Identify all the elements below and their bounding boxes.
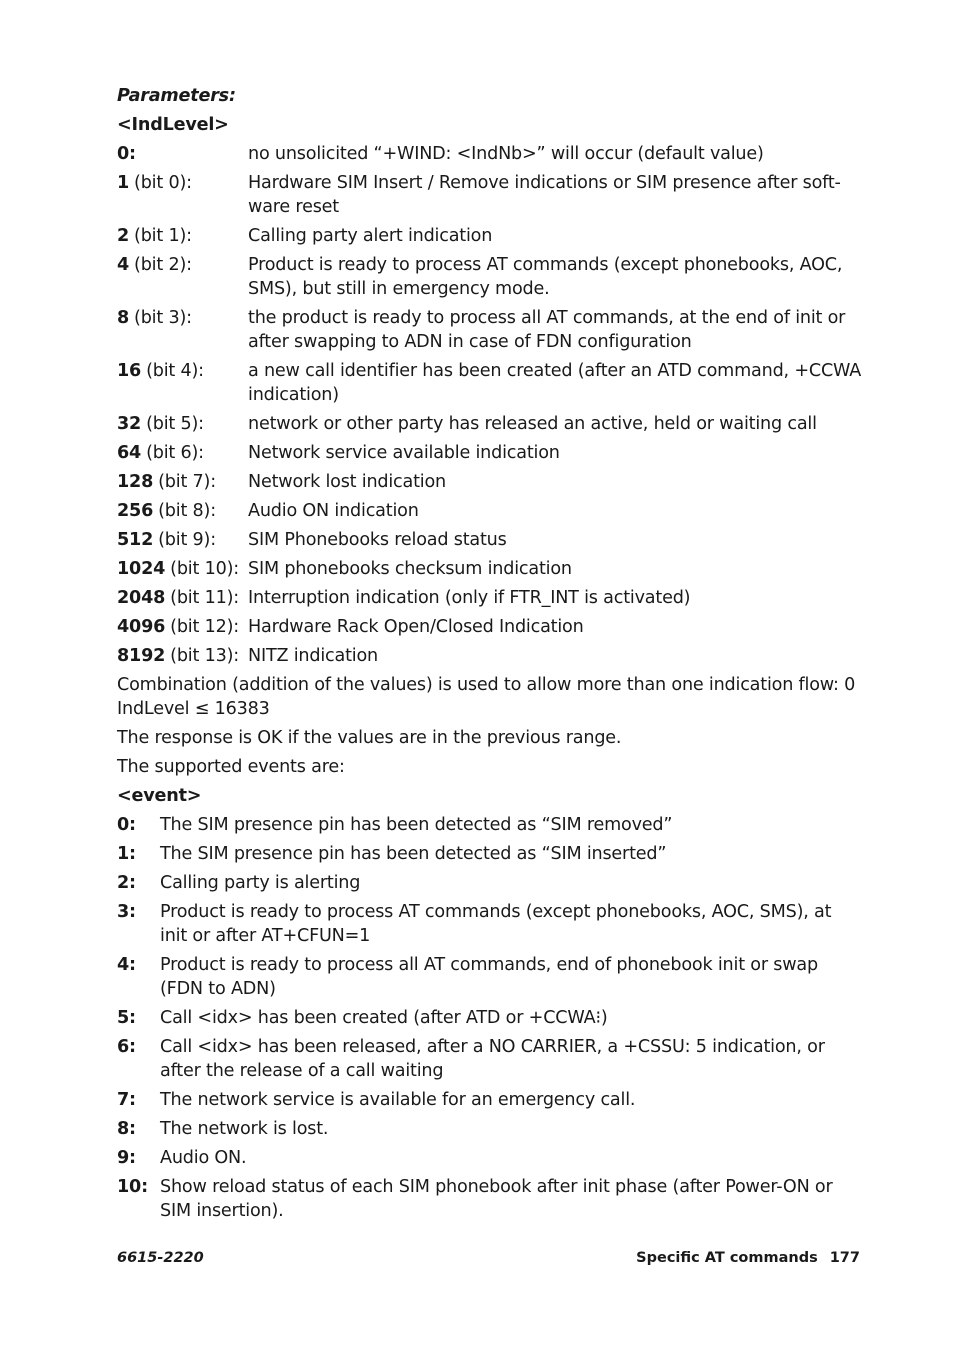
event-description: Call <idx> has been released, after a NO CARRIER, a +CSSU: 5 indication, or after the release of a call waiting bbox=[160, 1037, 825, 1081]
indlevel-item-label bbox=[117, 412, 248, 436]
indlevel-item bbox=[117, 441, 862, 465]
event-description: Product is ready to process all AT commands, end of phonebook init or swap (FDN to ADN) bbox=[160, 955, 818, 999]
event-title: <event> bbox=[117, 786, 202, 806]
indlevel-item bbox=[117, 615, 862, 639]
indlevel-bit: (bit 7): bbox=[158, 472, 216, 492]
indlevel-value: 2048 bbox=[117, 588, 166, 608]
indlevel-item-label bbox=[117, 644, 248, 668]
indlevel-description: Product is ready to process AT commands (except phonebooks, AOC, SMS), but still in emergency mode. bbox=[248, 255, 843, 299]
indlevel-item bbox=[117, 306, 862, 354]
response-paragraph: The response is OK if the values are in the previous range. bbox=[117, 728, 622, 748]
indlevel-item bbox=[117, 171, 862, 219]
event-number: 7: bbox=[117, 1090, 136, 1110]
indlevel-description: Interruption indication (only if FTR_INT is activated) bbox=[248, 588, 691, 608]
event-number: 1: bbox=[117, 844, 136, 864]
indlevel-item bbox=[117, 528, 862, 552]
indlevel-value: 64 bbox=[117, 443, 142, 463]
indlevel-description: no unsolicited “+WIND: <IndNb>” will occur (default value) bbox=[248, 144, 764, 164]
parameters-heading: Parameters: bbox=[117, 86, 236, 106]
combination-paragraph: Combination (addition of the values) is used to allow more than one indication flow: 0 IndLevel ≤ 16383 bbox=[117, 675, 856, 719]
indlevel-item bbox=[117, 470, 862, 494]
page-number: 177 bbox=[829, 1250, 860, 1266]
event-item bbox=[117, 1006, 862, 1030]
indlevel-item bbox=[117, 499, 862, 523]
event-number: 0: bbox=[117, 815, 136, 835]
event-number: 4: bbox=[117, 955, 136, 975]
indlevel-value: 8 bbox=[117, 308, 130, 328]
indlevel-bit: (bit 13): bbox=[170, 646, 239, 666]
indlevel-item bbox=[117, 644, 862, 668]
indlevel-item bbox=[117, 586, 862, 610]
event-item bbox=[117, 1146, 862, 1170]
indlevel-value: 4 bbox=[117, 255, 130, 275]
page-footer bbox=[117, 1250, 860, 1266]
indlevel-bit: (bit 4): bbox=[146, 361, 204, 381]
event-number: 9: bbox=[117, 1148, 136, 1168]
indlevel-item-label bbox=[117, 253, 248, 301]
indlevel-bit: (bit 5): bbox=[146, 414, 204, 434]
indlevel-item-label bbox=[117, 557, 248, 581]
indlevel-value: 32 bbox=[117, 414, 142, 434]
event-description: Product is ready to process AT commands (except phonebooks, AOC, SMS), at init or after AT+CFUN=1 bbox=[160, 902, 832, 946]
indlevel-item-label bbox=[117, 142, 248, 166]
event-number: 10: bbox=[117, 1177, 148, 1197]
event-number: 6: bbox=[117, 1037, 136, 1057]
indlevel-title: <IndLevel> bbox=[117, 115, 229, 135]
indlevel-item-label bbox=[117, 359, 248, 407]
footer-right bbox=[628, 1250, 860, 1266]
event-list bbox=[117, 813, 862, 1223]
indlevel-value: 128 bbox=[117, 472, 154, 492]
indlevel-item-label bbox=[117, 470, 248, 494]
page-content bbox=[117, 84, 862, 1228]
indlevel-item-label bbox=[117, 586, 248, 610]
indlevel-item-label bbox=[117, 171, 248, 219]
indlevel-item bbox=[117, 142, 862, 166]
indlevel-description: Calling party alert indication bbox=[248, 226, 493, 246]
indlevel-bit: (bit 8): bbox=[158, 501, 216, 521]
event-description: The SIM presence pin has been detected as “SIM inserted” bbox=[160, 844, 667, 864]
indlevel-description: NITZ indication bbox=[248, 646, 378, 666]
indlevel-item-label bbox=[117, 441, 248, 465]
indlevel-item bbox=[117, 224, 862, 248]
event-number: 3: bbox=[117, 902, 136, 922]
indlevel-bit: (bit 10): bbox=[170, 559, 239, 579]
indlevel-item bbox=[117, 557, 862, 581]
event-item bbox=[117, 813, 862, 837]
indlevel-bit: (bit 1): bbox=[134, 226, 192, 246]
indlevel-description: Audio ON indication bbox=[248, 501, 419, 521]
event-number: 5: bbox=[117, 1008, 136, 1028]
event-item bbox=[117, 900, 862, 948]
event-item bbox=[117, 1175, 862, 1223]
indlevel-bit: (bit 11): bbox=[170, 588, 239, 608]
indlevel-description: a new call identifier has been created (after an ATD command, +CCWA indication) bbox=[248, 361, 862, 405]
event-description: Audio ON. bbox=[160, 1148, 247, 1168]
indlevel-description: Network service available indication bbox=[248, 443, 560, 463]
indlevel-value: 512 bbox=[117, 530, 154, 550]
indlevel-bit: (bit 2): bbox=[134, 255, 192, 275]
indlevel-item-label bbox=[117, 499, 248, 523]
indlevel-description: Network lost indication bbox=[248, 472, 447, 492]
indlevel-bit: (bit 9): bbox=[158, 530, 216, 550]
supported-events-paragraph: The supported events are: bbox=[117, 757, 345, 777]
indlevel-item-label bbox=[117, 224, 248, 248]
event-item bbox=[117, 1117, 862, 1141]
indlevel-item-label bbox=[117, 306, 248, 354]
event-description: Calling party is alerting bbox=[160, 873, 361, 893]
indlevel-value: 0: bbox=[117, 144, 136, 164]
indlevel-description: network or other party has released an active, held or waiting call bbox=[248, 414, 817, 434]
event-number: 2: bbox=[117, 873, 136, 893]
event-item bbox=[117, 1035, 862, 1083]
indlevel-value: 4096 bbox=[117, 617, 166, 637]
event-item bbox=[117, 842, 862, 866]
section-title: Specific AT commands bbox=[636, 1250, 818, 1266]
indlevel-value: 2 bbox=[117, 226, 130, 246]
event-description: Show reload status of each SIM phonebook after init phase (after Power-ON or SIM insertion). bbox=[160, 1177, 833, 1221]
indlevel-bit: (bit 12): bbox=[170, 617, 239, 637]
event-item bbox=[117, 1088, 862, 1112]
indlevel-description: Hardware Rack Open/Closed Indication bbox=[248, 617, 584, 637]
event-description: The network is lost. bbox=[160, 1119, 329, 1139]
indlevel-item bbox=[117, 412, 862, 436]
indlevel-item bbox=[117, 253, 862, 301]
event-item bbox=[117, 871, 862, 895]
indlevel-value: 8192 bbox=[117, 646, 166, 666]
indlevel-item bbox=[117, 359, 862, 407]
indlevel-item-label bbox=[117, 528, 248, 552]
indlevel-value: 256 bbox=[117, 501, 154, 521]
document-number: 6615-2220 bbox=[117, 1250, 204, 1266]
event-description: Call <idx> has been created (after ATD or +CCWA⁝) bbox=[160, 1008, 608, 1028]
indlevel-description: SIM phonebooks checksum indication bbox=[248, 559, 572, 579]
indlevel-value: 1024 bbox=[117, 559, 166, 579]
event-number: 8: bbox=[117, 1119, 136, 1139]
event-description: The network service is available for an emergency call. bbox=[160, 1090, 636, 1110]
event-item bbox=[117, 953, 862, 1001]
indlevel-bit: (bit 6): bbox=[146, 443, 204, 463]
indlevel-bit: (bit 0): bbox=[134, 173, 192, 193]
event-description: The SIM presence pin has been detected as “SIM removed” bbox=[160, 815, 673, 835]
indlevel-item-label bbox=[117, 615, 248, 639]
indlevel-bit: (bit 3): bbox=[134, 308, 192, 328]
indlevel-list bbox=[117, 142, 862, 668]
indlevel-value: 16 bbox=[117, 361, 142, 381]
indlevel-description: the product is ready to process all AT commands, at the end of init or after swapping to ADN in case of FDN configuration bbox=[248, 308, 846, 352]
indlevel-value: 1 bbox=[117, 173, 130, 193]
indlevel-description: Hardware SIM Insert / Remove indications or SIM presence after soft-ware reset bbox=[248, 173, 841, 217]
indlevel-description: SIM Phonebooks reload status bbox=[248, 530, 507, 550]
